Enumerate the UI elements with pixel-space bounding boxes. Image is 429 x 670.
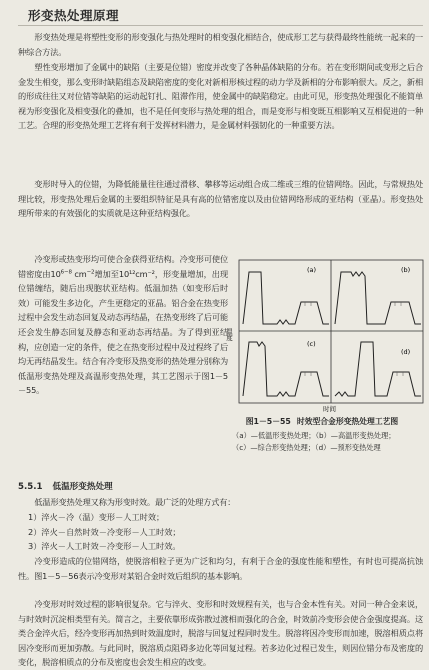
substructure-text-b: cm: [71, 268, 87, 279]
figure-caption: [225, 416, 425, 427]
method-item: 2）淬火－自然时效－冷变形－人工时效；: [28, 526, 181, 537]
figure-legend: [232, 430, 427, 454]
process-diagram-svg: [225, 258, 425, 413]
panel-label-c: (c): [307, 340, 316, 348]
legend-line-2: （c）—综合形变热处理；（d）—预形变热处理: [232, 443, 381, 452]
panel-label-d: (d): [401, 348, 411, 356]
dislocation-paragraph: 变形时导入的位错，为降低能量往往通过滑移、攀移等运动组合成二维或三维的位错网络。因此，与常规热处理比较，形变热处理后金属的主要组织特征是具有高的位错密度以及由位错网络形成的亚结构（亚晶）。形变热处理所带来的有效强化的实质就是这种亚结构强化。: [18, 179, 423, 219]
y-axis-label: 温度: [225, 328, 233, 341]
substructure-paragraph: [18, 252, 228, 398]
legend-line-1: （a）—低温形变热处理；（b）—高温形变热处理；: [232, 431, 396, 440]
network-paragraph: 冷变形造成的位错网络，使脱溶相粒子更为广泛和均匀，有利于合金的强度性能和塑性，有时也可提高抗蚀性。图1－5－56表示冷变形对某铝合金时效后组织的基本影响。: [18, 556, 423, 581]
substructure-text-a: 冷变形或热变形均可使合金获得亚结构。冷变形可使位错密度由10: [18, 254, 228, 279]
figure-title: 时效型合金形变热处理工艺图: [296, 417, 399, 426]
method-list: [28, 510, 181, 554]
section-number: 5.5.1: [18, 482, 43, 492]
process-diagram: [225, 258, 425, 413]
substructure-text-c: 增加至10¹²cm⁻²，形变量增加，出现位错缠结，随后出现胞状亚结构。低温加热（如变形后时效）可能发生多边化，产生更稳定的亚晶。铝合金在热变形过程中会发生动态回复及动态再结晶，在热变形终了后可能还会发生静态回复及静态和亚动态再结晶。为了得到亚结构，应创造一定的条件，使之在热变形过程中及过程终了后均无再结晶发生。结合有冷变形及热变形的热处理分别称为低温形变热处理及高温形变热处理，其工艺图示于图1－5－55。: [18, 268, 228, 396]
curve-c: [243, 342, 329, 396]
exponent-1: 6−8: [60, 268, 72, 275]
curve-a: [243, 272, 329, 324]
exponent-2: −2: [86, 268, 95, 275]
defect-paragraph: 塑性变形增加了金属中的缺陷（主要是位错）密度并改变了各种晶体缺陷的分布。若在变形期间或变形之后合金发生相变，那么变形时缺陷组态及缺陷密度的变化对新相形核过程的动力学及新相的分布影响很大。反之，新相的形成往往又对位错等缺陷的运动起钉扎、阻滞作用，使金属中的缺陷稳定。由此可见，形变热处理强化不能简单视为形变强化及相变强化的叠加，也不是任何变形与热处理的组合，而是变形与相变既互相影响又互相促进的一种工艺。合理的形变热处理工艺将有利于发挥材料潜力，是金属材料强韧化的一种重要方法。: [18, 62, 423, 131]
title-divider: [18, 25, 423, 26]
section-heading: [18, 480, 123, 492]
intro-paragraph: 形变热处理是将塑性变形的形变强化与热处理时的相变强化相结合，使成形工艺与获得最终性能统一起来的一种综合方法。: [18, 32, 423, 57]
section-intro: 低温形变热处理又称为形变时效。最广泛的处理方式有：: [34, 497, 236, 507]
section-title: 低温形变热处理: [52, 482, 113, 492]
method-item: 3）淬火－人工时效－冷变形－人工时效。: [28, 541, 181, 552]
aging-paragraph: 冷变形对时效过程的影响很复杂。它与淬火、变形和时效规程有关，也与合金本性有关。对同一种合金来说，与时效时沉淀相类型有关。简言之，主要依靠形成弥散过渡相而强化的合金，时效前冷变形会使合金强度提高。这类合金淬火后，经冷变形再加热到时效温度时，脱溶与回复过程同时发生。脱溶将因冷变形而加速，脱溶相质点将因冷变形而更加弥散。与此同时，脱溶质点阻碍多边化等回复过程。若多边化过程已发生，则因位错分布及密度的变化，脱溶相质点的分布及密度也会发生相应的改变。: [18, 599, 423, 668]
page-title: 形变热处理原理: [28, 8, 120, 23]
curve-b: [335, 272, 421, 324]
method-item: 1）淬火－冷（温）变形－人工时效；: [28, 512, 165, 522]
panel-label-a: (a): [307, 266, 317, 274]
panel-label-b: (b): [401, 266, 411, 274]
figure-number: 图1－5－55: [245, 417, 291, 426]
x-axis-label: 时间: [323, 405, 336, 413]
